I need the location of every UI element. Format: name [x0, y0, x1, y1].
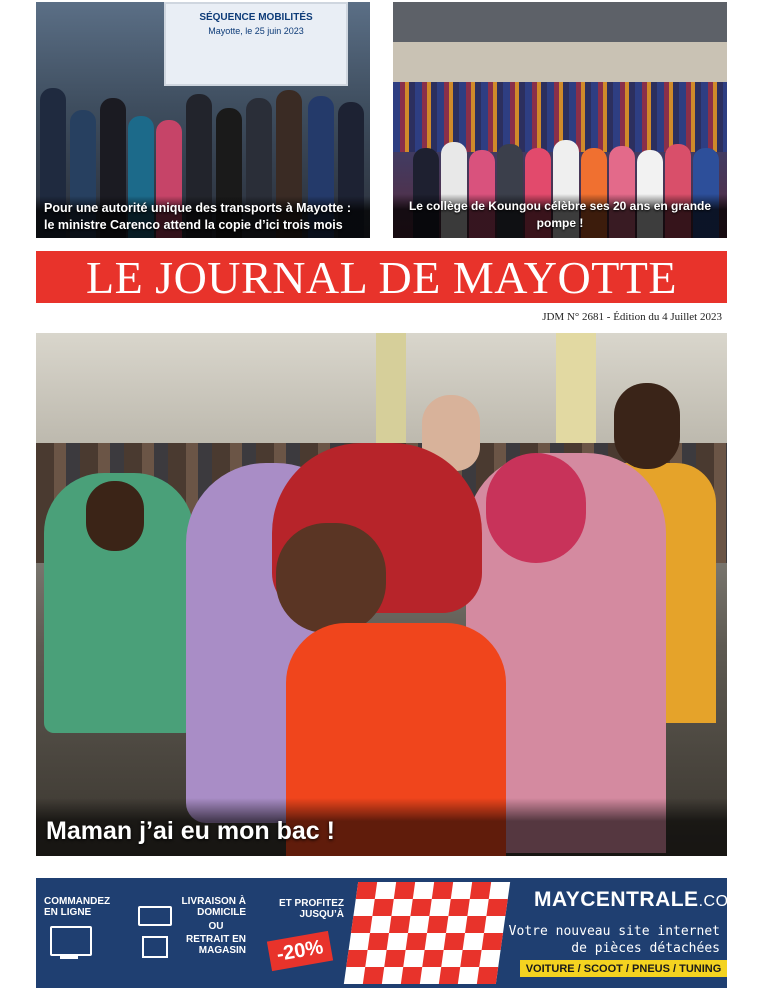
student-face: [86, 481, 144, 551]
or-label: OU: [208, 921, 224, 932]
screen-title: SÉQUENCE MOBILITÉS: [199, 12, 313, 23]
hall-roof: [393, 2, 727, 42]
truck-icon: [138, 906, 172, 926]
masthead: [36, 251, 727, 303]
story-photo-transports[interactable]: [36, 2, 370, 238]
brand-main: MAYCENTRALE: [534, 888, 699, 911]
main-headline[interactable]: Maman j’ai eu mon bac !: [46, 817, 335, 845]
edition-info: JDM N° 2681 - Édition du 4 Juillet 2023: [542, 311, 722, 323]
store-icon: [142, 936, 168, 958]
computer-stand: [60, 956, 78, 959]
story-caption-transports[interactable]: Pour une autorité unique des transports à Mayotte : le ministre Carenco attend la copie d’ici trois mois: [36, 196, 370, 238]
masthead-title: LE JOURNAL DE MAYOTTE: [85, 251, 677, 303]
maycentrale-ad[interactable]: [36, 878, 743, 988]
order-online-label: COMMANDEZ EN LIGNE: [44, 896, 111, 918]
brand-suffix: .COM: [698, 893, 743, 910]
man-face: [614, 383, 680, 469]
profit-label: ET PROFITEZ JUSQU’À: [279, 898, 344, 920]
story-photo-koungou[interactable]: [393, 2, 727, 238]
discount-badge: -20%: [267, 931, 333, 971]
ad-tagline-2: de pièces détachées: [571, 941, 720, 956]
delivery-label: LIVRAISON À DOMICILE: [181, 896, 246, 918]
conference-screen: [164, 2, 348, 86]
hall-wall: [393, 42, 727, 82]
ad-categories: VOITURE / SCOOT / PNEUS / TUNING: [520, 960, 727, 977]
pickup-label: RETRAIT EN MAGASIN: [186, 934, 246, 956]
main-story-photo[interactable]: [36, 333, 727, 856]
checkered-flag: [344, 882, 510, 984]
main-headline-bar: [36, 798, 727, 856]
screen-date: Mayotte, le 25 juin 2023: [208, 26, 304, 36]
computer-icon: [50, 926, 92, 956]
story-caption-koungou[interactable]: Le collège de Koungou célèbre ses 20 ans en grande pompe !: [393, 194, 727, 238]
brand-name[interactable]: [534, 888, 742, 912]
pink-headscarf: [486, 453, 586, 563]
ad-tagline-1: Votre nouveau site internet: [508, 924, 720, 939]
laughing-student-face: [276, 523, 386, 633]
